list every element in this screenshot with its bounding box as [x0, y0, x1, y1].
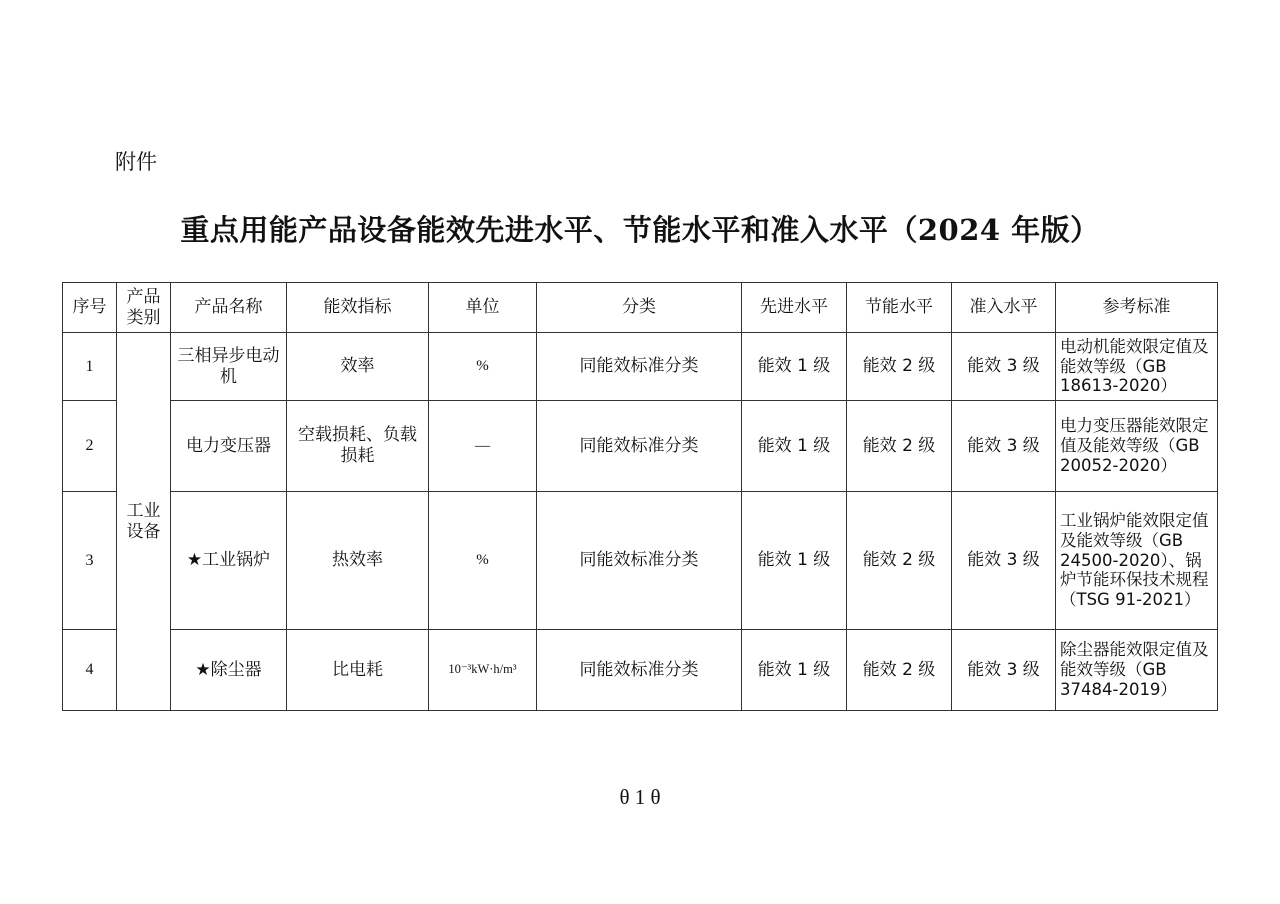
header-classification: 分类 [537, 283, 742, 333]
row-index: 3 [63, 492, 117, 630]
header-indicator: 能效指标 [287, 283, 429, 333]
product-name: ★工业锅炉 [171, 492, 287, 630]
classification: 同能效标准分类 [537, 401, 742, 492]
header-advanced-level: 先进水平 [742, 283, 847, 333]
product-name: ★除尘器 [171, 630, 287, 711]
unit: % [429, 492, 537, 630]
entry-level: 能效 3 级 [952, 401, 1056, 492]
entry-level: 能效 3 级 [952, 333, 1056, 401]
table-row [63, 401, 1218, 492]
table-row [63, 492, 1218, 630]
advanced-level: 能效 1 级 [742, 492, 847, 630]
classification: 同能效标准分类 [537, 630, 742, 711]
row-index: 2 [63, 401, 117, 492]
header-unit: 单位 [429, 283, 537, 333]
classification: 同能效标准分类 [537, 492, 742, 630]
header-reference-standard: 参考标准 [1056, 283, 1218, 333]
attachment-label: 附件 [115, 150, 157, 174]
header-entry-level: 准入水平 [952, 283, 1056, 333]
classification: 同能效标准分类 [537, 333, 742, 401]
header-category: 产品类别 [117, 283, 171, 333]
energy-saving-level: 能效 2 级 [847, 333, 952, 401]
document-title: 重点用能产品设备能效先进水平、节能水平和准入水平（2024 年版） [180, 213, 1100, 247]
energy-saving-level: 能效 2 级 [847, 630, 952, 711]
page-number: θ 1 θ [619, 785, 661, 809]
table-row [63, 333, 1218, 401]
header-product-name: 产品名称 [171, 283, 287, 333]
table-header-row [63, 283, 1218, 333]
entry-level: 能效 3 级 [952, 630, 1056, 711]
indicator: 效率 [287, 333, 429, 401]
reference-standard: 工业锅炉能效限定值及能效等级（GB 24500-2020）、锅炉节能环保技术规程（TSG 91-2021） [1056, 492, 1218, 630]
energy-saving-level: 能效 2 级 [847, 401, 952, 492]
energy-efficiency-table [62, 282, 1218, 711]
reference-standard: 电动机能效限定值及能效等级（GB 18613-2020） [1056, 333, 1218, 401]
unit: 10⁻³kW·h/m³ [429, 630, 537, 711]
indicator: 热效率 [287, 492, 429, 630]
product-name: 三相异步电动机 [171, 333, 287, 401]
energy-saving-level: 能效 2 级 [847, 492, 952, 630]
advanced-level: 能效 1 级 [742, 401, 847, 492]
row-index: 1 [63, 333, 117, 401]
unit: — [429, 401, 537, 492]
advanced-level: 能效 1 级 [742, 333, 847, 401]
header-index: 序号 [63, 283, 117, 333]
header-energy-saving-level: 节能水平 [847, 283, 952, 333]
unit: % [429, 333, 537, 401]
reference-standard: 电力变压器能效限定值及能效等级（GB 20052-2020） [1056, 401, 1218, 492]
product-name: 电力变压器 [171, 401, 287, 492]
table-row [63, 630, 1218, 711]
advanced-level: 能效 1 级 [742, 630, 847, 711]
category-cell: 工业设备 [117, 333, 171, 711]
entry-level: 能效 3 级 [952, 492, 1056, 630]
indicator: 空载损耗、负载损耗 [287, 401, 429, 492]
reference-standard: 除尘器能效限定值及能效等级（GB 37484-2019） [1056, 630, 1218, 711]
indicator: 比电耗 [287, 630, 429, 711]
row-index: 4 [63, 630, 117, 711]
